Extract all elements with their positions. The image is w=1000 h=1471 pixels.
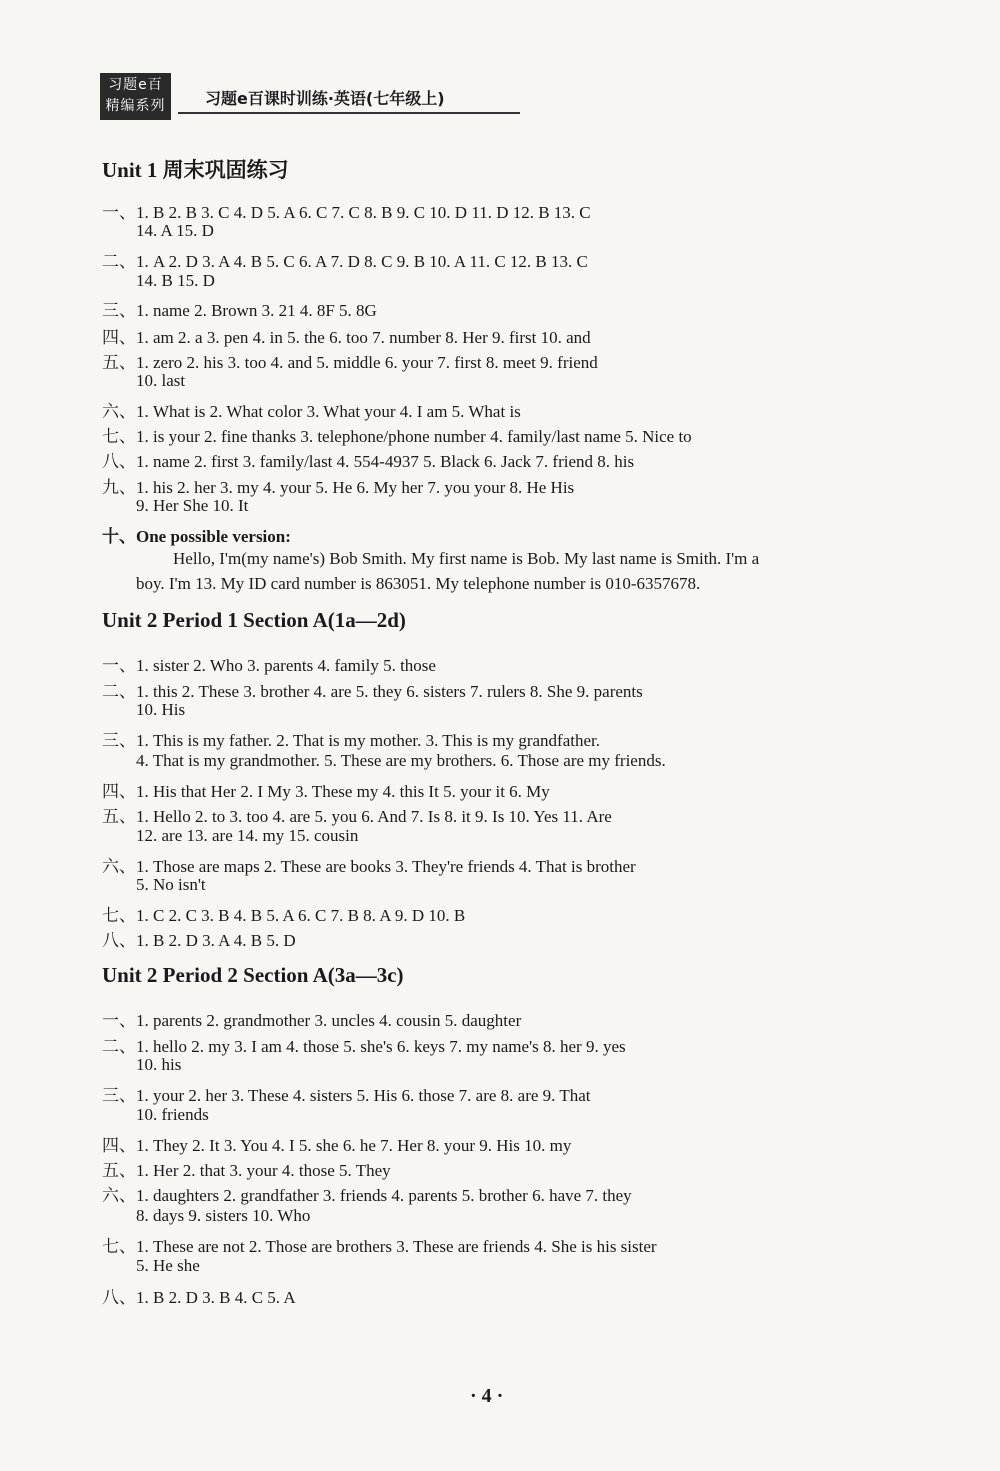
unit1-row-2: 二、1. A 2. D 3. A 4. B 5. C 6. A 7. D 8. C 9. B 10. A 11. C 12. B 13. C [102,252,588,271]
unit2p2-row-2: 二、1. hello 2. my 3. I am 4. those 5. she's 6. keys 7. my name's 8. her 9. yes [102,1037,626,1056]
unit1-row-1: 一、1. B 2. B 3. C 4. D 5. A 6. C 7. C 8. B 9. C 10. D 11. D 12. B 13. C [102,203,591,222]
unit2p1-row-5: 五、1. Hello 2. to 3. too 4. are 5. you 6. And 7. Is 8. it 9. Is 10. Yes 11. Are [102,807,612,826]
unit2p1-row-4: 四、1. His that Her 2. I My 3. These my 4. this It 5. your it 6. My [102,782,550,801]
unit1-row-5b: 10. last [136,371,186,390]
unit1-essay-line-1: Hello, I'm(my name's) Bob Smith. My first name is Bob. My last name is Smith. I'm a [173,549,760,568]
unit1-row-4: 四、1. am 2. a 3. pen 4. in 5. the 6. too 7. number 8. Her 9. first 10. and [102,328,591,347]
unit1-row-3: 三、1. name 2. Brown 3. 21 4. 8F 5. 8G [102,301,377,320]
series-logo [100,73,171,120]
unit2p1-row-3b: 4. That is my grandmother. 5. These are my brothers. 6. Those are my friends. [136,751,666,770]
unit1-essay-line-2: boy. I'm 13. My ID card number is 863051. My telephone number is 010-6357678. [136,574,701,593]
unit1-row-2b: 14. B 15. D [136,271,215,290]
unit1-row-9: 九、1. his 2. her 3. my 4. your 5. He 6. My her 7. you your 8. He His [102,478,575,497]
unit2p2-row-8: 八、1. B 2. D 3. B 4. C 5. A [102,1288,296,1307]
unit2p2-row-3b: 10. friends [136,1105,209,1124]
unit2p2-title: Unit 2 Period 2 Section A(3a—3c) [102,963,404,987]
header-divider [178,112,520,114]
unit1-row-10: 十、One possible version: [102,527,291,546]
unit2p2-row-3: 三、1. your 2. her 3. These 4. sisters 5. His 6. those 7. are 8. are 9. That [102,1086,591,1105]
unit1-row-1b: 14. A 15. D [136,221,214,240]
unit2p2-row-6b: 8. days 9. sisters 10. Who [136,1206,311,1225]
unit2p2-row-6: 六、1. daughters 2. grandfather 3. friends 4. parents 5. brother 6. have 7. they [102,1186,632,1205]
unit1-row-8: 八、1. name 2. first 3. family/last 4. 554-4937 5. Black 6. Jack 7. friend 8. his [102,452,635,471]
unit2p1-row-5b: 12. are 13. are 14. my 15. cousin [136,826,359,845]
unit2p1-row-1: 一、1. sister 2. Who 3. parents 4. family 5. those [102,656,436,675]
unit2p1-row-6: 六、1. Those are maps 2. These are books 3. They're friends 4. That is brother [102,857,636,876]
logo-line-1: 习题e百 [108,77,163,93]
unit2p1-row-3: 三、1. This is my father. 2. That is my mother. 3. This is my grandfather. [102,731,600,750]
unit1-row-9b: 9. Her She 10. It [136,496,249,515]
unit2p1-row-2: 二、1. this 2. These 3. brother 4. are 5. they 6. sisters 7. rulers 8. She 9. parents [102,682,643,701]
unit2p2-row-7: 七、1. These are not 2. Those are brothers 3. These are friends 4. She is his sister [102,1237,657,1256]
unit2p1-row-2b: 10. His [136,700,186,719]
unit2p2-row-2b: 10. his [136,1055,182,1074]
logo-line-2: 精编系列 [105,98,166,114]
unit2p2-row-5: 五、1. Her 2. that 3. your 4. those 5. They [102,1161,391,1180]
unit2p2-row-4: 四、1. They 2. It 3. You 4. I 5. she 6. he 7. Her 8. your 9. His 10. my [102,1136,572,1155]
unit1-row-5: 五、1. zero 2. his 3. too 4. and 5. middle 6. your 7. first 8. meet 9. friend [102,353,598,372]
unit2p1-row-7: 七、1. C 2. C 3. B 4. B 5. A 6. C 7. B 8. A 9. D 10. B [102,906,466,925]
unit2p1-row-8: 八、1. B 2. D 3. A 4. B 5. D [102,931,296,950]
book-title: 习题e百课时训练·英语(七年级上) [205,89,445,108]
unit1-row-7: 七、1. is your 2. fine thanks 3. telephone/phone number 4. family/last name 5. Nice to [102,427,692,446]
page-number: · 4 · [470,1385,504,1407]
unit1-title: Unit 1 周末巩固练习 [102,158,289,182]
unit2p1-row-6b: 5. No isn't [136,875,206,894]
unit1-row-6: 六、1. What is 2. What color 3. What your 4. I am 5. What is [102,402,521,421]
unit2p1-title: Unit 2 Period 1 Section A(1a—2d) [102,608,406,632]
unit2p2-row-1: 一、1. parents 2. grandmother 3. uncles 4. cousin 5. daughter [102,1011,522,1030]
unit2p2-row-7b: 5. He she [136,1256,200,1275]
